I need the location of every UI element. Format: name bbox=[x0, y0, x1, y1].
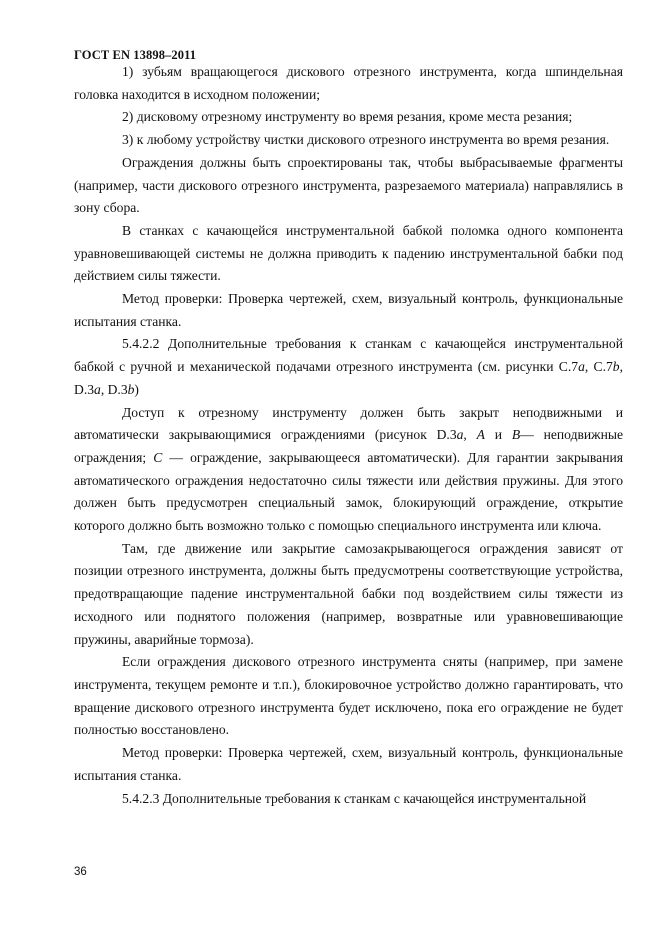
paragraph-balancing-system: В станках с качающейся инструментальной бабкой поломка одного компонента уравновешивающей системы не должна приводить к падению инструментальной бабки под действием силы тяжести. bbox=[74, 222, 623, 284]
body-text bbox=[74, 61, 623, 810]
paragraph-self-closing-guard: Там, где движение или закрытие самозакрывающегося ограждения зависят от позиции отрезного инструмента, должны быть предусмотрены соответствующие устройства, предотвращающие падение инструментальной бабки под воздействием силы тяжести из исходного или поднятого положения (например, возвратные или уравновешивающие пружины, аварийные тормоза). bbox=[74, 540, 623, 647]
paragraph-test-method-2: Метод проверки: Проверка чертежей, схем, визуальный контроль, функциональные испытания станка. bbox=[74, 745, 623, 783]
page-number: 36 bbox=[74, 866, 87, 878]
paragraph-item-3: 3) к любому устройству чистки дискового отрезного инструмента во время резания. bbox=[122, 132, 610, 148]
paragraph-test-method-1: Метод проверки: Проверка чертежей, схем, визуальный контроль, функциональные испытания станка. bbox=[74, 291, 623, 329]
paragraph-guards-fragments: Ограждения должны быть спроектированы так, чтобы выбрасываемые фрагменты (например, части дискового отрезного инструмента, разрезаемого материала) направлялись в зону сбора. bbox=[74, 154, 623, 216]
paragraph-section-5-4-2-3: 5.4.2.3 Дополнительные требования к станкам с качающейся инструментальной bbox=[122, 790, 587, 806]
standard-header: ГОСТ EN 13898–2011 bbox=[74, 48, 197, 62]
paragraph-access-guards: Доступ к отрезному инструменту должен быть закрыт неподвижными и автоматически закрывающимися ограждениями (рисунок D.3a, A и B— неподвижные ограждения; C — ограждение, закрывающееся автоматически). Для гарантии закрывания автоматического ограждения недостаточно силы тяжести или действия пружины. Для этого должен быть предусмотрен специальный замок, блокирующий ограждение, открытие которого должно быть возможно только с помощью специального инструмента или ключа. bbox=[74, 404, 624, 534]
paragraph-item-1: 1) зубьям вращающегося дискового отрезного инструмента, когда шпиндельная головка находится в исходном положении; bbox=[74, 64, 623, 102]
paragraph-item-2: 2) дисковому отрезному инструменту во время резания, кроме места резания; bbox=[122, 109, 573, 125]
paragraph-section-5-4-2-2: 5.4.2.2 Дополнительные требования к станкам с качающейся инструментальной бабкой с ручной и механической подачами отрезного инструмента (см. рисунки С.7a, С.7b, D.3a, D.3b) bbox=[74, 336, 623, 397]
paragraph-interlock: Если ограждения дискового отрезного инструмента сняты (например, при замене инструмента, текущем ремонте и т.п.), блокировочное устройство должно гарантировать, что вращение дискового отрезного инструмента будет исключено, пока его ограждение не будет полностью восстановлено. bbox=[74, 654, 623, 738]
